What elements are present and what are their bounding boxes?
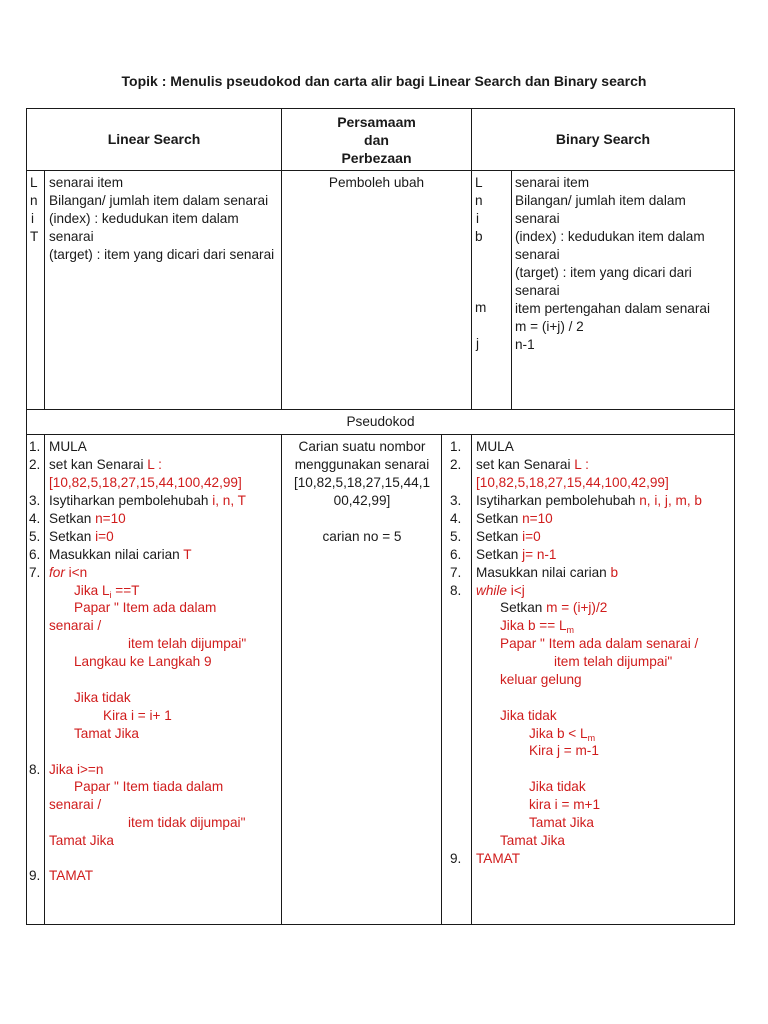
step-number: 4.	[29, 511, 41, 526]
header-comparison-line1: Persamaam	[337, 114, 416, 130]
var-desc: n-1	[515, 337, 535, 352]
var-symbol: L	[475, 175, 483, 190]
senarai-values: [10,82,5,18,27,15,44,100,42,99]	[476, 475, 669, 490]
page-title: Topik : Menulis pseudokod dan carta alir bagi Linear Search dan Binary search	[121, 73, 647, 89]
var-symbol: T	[30, 229, 39, 244]
step-set-senarai: set kan Senarai L :	[49, 457, 162, 472]
step-number: 1.	[450, 439, 462, 454]
pemboleh-ubah-label: Pemboleh ubah	[328, 175, 425, 190]
step-number: 6.	[29, 547, 41, 562]
var-desc: (target) : item yang dicari dari senarai	[49, 247, 275, 262]
step-number: 8.	[29, 762, 41, 777]
step-setkan-i: Setkan i=0	[49, 529, 114, 544]
step-number: 5.	[29, 529, 41, 544]
papar-line1: Papar " Item ada dalam senarai /	[500, 636, 699, 651]
step-number: 5.	[450, 529, 462, 544]
carian-line: 00,42,99]	[333, 493, 391, 508]
step-number: 7.	[29, 565, 41, 580]
var-symbol: n	[475, 193, 483, 208]
step-setkan-n: Setkan n=10	[49, 511, 126, 526]
papar-tiada-line2: senarai /	[49, 797, 102, 812]
step-number: 2.	[29, 457, 41, 472]
var-desc: (target) : item yang dicari dari senarai	[515, 265, 692, 298]
step-number: 6.	[450, 547, 462, 562]
step-number: 1.	[29, 439, 41, 454]
kira-j: Kira j = m-1	[529, 743, 599, 758]
pseudokod-label: Pseudokod	[346, 414, 415, 429]
var-desc: Bilangan/ jumlah item dalam senarai	[515, 193, 686, 226]
step-mula: MULA	[49, 439, 87, 454]
var-desc: item pertengahan dalam senarai	[515, 301, 710, 316]
papar-line1: Papar " Item ada dalam	[74, 600, 217, 615]
step-set-senarai: set kan Senarai L :	[476, 457, 589, 472]
step-number: 7.	[450, 565, 462, 580]
step-for-loop: for i<n	[49, 565, 88, 580]
jika-b-lt-lm: Jika $b < L_m$	[529, 726, 596, 743]
papar-tiada-line3: item tidak dijumpai"	[128, 815, 246, 830]
step-jika-i-gte-n: Jika i>=n	[49, 762, 104, 777]
papar-line2: item telah dijumpai"	[554, 654, 673, 669]
var-desc: (index) : kedudukan item dalam senarai	[49, 211, 239, 244]
tamat-jika-2: Tamat Jika	[49, 833, 114, 848]
var-symbol: m	[475, 300, 487, 315]
papar-tiada-line1: Papar " Item tiada dalam	[74, 779, 224, 794]
step-isytiharkan: Isytiharkan pembolehubah i, n, T	[49, 493, 246, 508]
setkan-m: Setkan m = (i+j)/2	[500, 600, 608, 615]
var-symbol: i	[31, 211, 35, 226]
jika-tidak: Jika tidak	[500, 708, 557, 723]
kira-i: kira i = m+1	[529, 797, 601, 812]
tamat-jika-inner: Tamat Jika	[529, 815, 594, 830]
tamat-jika: Tamat Jika	[74, 726, 139, 741]
var-symbol: b	[475, 229, 483, 244]
kira: Kira i = i+ 1	[103, 708, 172, 723]
step-number: 8.	[450, 583, 462, 598]
step-tamat: TAMAT	[476, 851, 521, 866]
papar-line3: item telah dijumpai"	[128, 636, 247, 651]
var-desc: (index) : kedudukan item dalam senarai	[515, 229, 705, 262]
carian-line: [10,82,5,18,27,15,44,1	[293, 475, 431, 490]
step-number: 3.	[29, 493, 41, 508]
var-symbol: i	[476, 211, 480, 226]
papar-line2: senarai /	[49, 618, 102, 633]
step-masukkan: Masukkan nilai carian T	[49, 547, 192, 562]
var-symbol: n	[30, 193, 38, 208]
var-symbol: j	[476, 336, 480, 351]
senarai-values: [10,82,5,18,27,15,44,100,42,99]	[49, 475, 242, 490]
langkau: Langkau ke Langkah 9	[74, 654, 212, 669]
carian-line: menggunakan senarai	[294, 457, 430, 472]
step-setkan-n: Setkan n=10	[476, 511, 553, 526]
step-isytiharkan: Isytiharkan pembolehubah n, i, j, m, b	[476, 493, 702, 508]
step-mula: MULA	[476, 439, 514, 454]
jika-tidak: Jika tidak	[74, 690, 131, 705]
jika-condition: Jika $L_i ==T$	[74, 583, 140, 600]
carian-no: carian no = 5	[322, 529, 402, 544]
var-symbol: L	[30, 175, 38, 190]
linear-variable-descriptions	[49, 174, 277, 264]
step-number: 9.	[29, 868, 41, 883]
header-linear-search: Linear Search	[107, 131, 201, 147]
step-setkan-i: Setkan i=0	[476, 529, 541, 544]
step-number: 3.	[450, 493, 462, 508]
step-masukkan: Masukkan nilai carian b	[476, 565, 619, 580]
var-desc: m = (i+j) / 2	[515, 319, 584, 334]
jika-b-eq-lm: Jika $b == L_m$	[500, 618, 575, 635]
step-number: 4.	[450, 511, 462, 526]
carian-line: Carian suatu nombor	[298, 439, 426, 454]
var-desc: Bilangan/ jumlah item dalam senarai	[49, 193, 269, 208]
keluar-gelung: keluar gelung	[500, 672, 582, 687]
header-comparison-line3: Perbezaan	[341, 150, 412, 166]
step-number: 9.	[450, 851, 462, 866]
header-binary-search: Binary Search	[555, 131, 651, 147]
var-desc: senarai item	[49, 175, 124, 190]
var-desc: senarai item	[515, 175, 590, 190]
binary-variable-descriptions	[515, 174, 731, 354]
step-tamat: TAMAT	[49, 868, 94, 883]
jika-tidak-2: Jika tidak	[529, 779, 586, 794]
step-setkan-j: Setkan j= n-1	[476, 547, 557, 562]
header-comparison-line2: dan	[364, 132, 389, 148]
tamat-jika-outer: Tamat Jika	[500, 833, 565, 848]
step-while-loop: while i<j	[476, 583, 525, 598]
step-number: 2.	[450, 457, 462, 472]
